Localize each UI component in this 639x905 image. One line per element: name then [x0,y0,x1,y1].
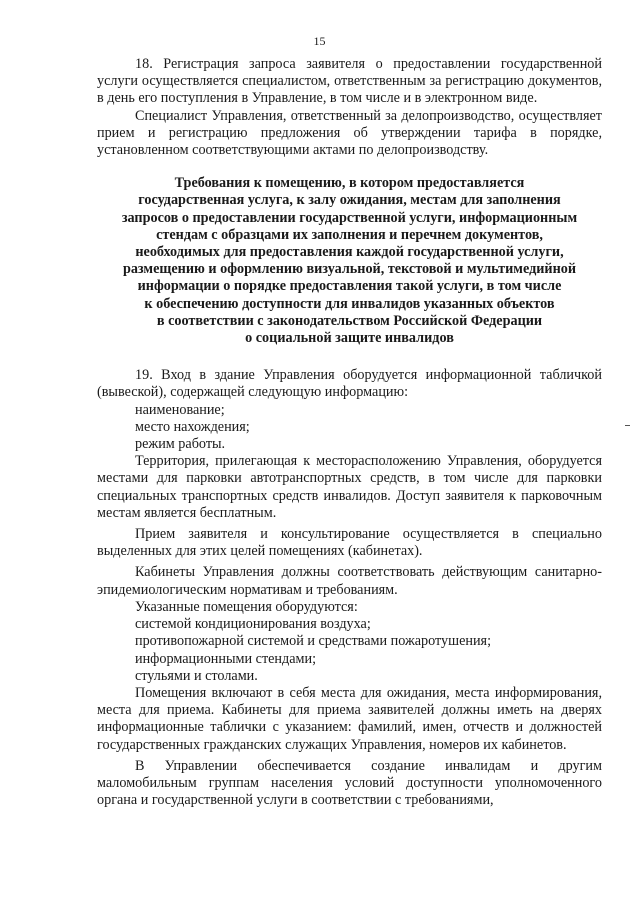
list-item: режим работы. [135,436,226,453]
heading-line: запросов о предоставлении государственной услуги, информационным [121,209,578,226]
paragraph-19: 19. Вход в здание Управления оборудуется информационной табличкой (вывеской), содержащей следующую информацию: [97,367,602,401]
paragraph-rooms: Помещения включают в себя места для ожидания, места информирования, места для приема. Кабинеты для приема заявителей должны иметь на дверях информационные таблички с указанием: фамилий, имен, отчеств и должностей государственных гражданских служащих Управления, номеров их кабинетов. [97,684,602,753]
paragraph-18: 18. Регистрация запроса заявителя о предоставлении государственной услуги осуществляется специалистом, ответственным за регистрацию документов, в день его поступления в Управление, в том числе и в электронном виде. [97,56,602,107]
document-body [97,56,602,809]
scan-mark [625,425,630,426]
paragraph-cabinets: Кабинеты Управления должны соответствовать действующим санитарно-эпидемиологическим нормативам и требованиям. [97,564,602,598]
paragraph-territory: Территория, прилегающая к месторасположению Управления, оборудуется местами для парковки автотранспортных средств, в том числе для парковки специальных транспортных средств инвалидов. Доступ заявителя к парковочным местам является бесплатным. [97,453,602,521]
paragraph-accessibility: В Управлении обеспечивается создание инвалидам и другим маломобильным группам населения условий доступности уполномоченного органа и государственной услуги в соответствии с требованиями, [97,757,602,809]
list-item: информационными стендами; [135,650,317,667]
list-item: наименование; [135,401,225,418]
heading-line: о социальной защите инвалидов [245,330,454,347]
heading-line: в соответствии с законодательством Российской Федерации [156,312,543,329]
heading-line: информации о порядке предоставления такой услуги, в том числе [137,278,562,295]
list-item: системой кондиционирования воздуха; [135,616,371,633]
paragraph-reception: Прием заявителя и консультирование осуществляется в специально выделенных для этих целей помещениях (кабинетах). [97,526,602,560]
heading-line: Требования к помещению, в котором предоставляется [174,175,525,192]
list-item: стульями и столами. [135,667,258,684]
section-heading [97,175,602,347]
heading-line: к обеспечению доступности для инвалидов указанных объектов [144,295,555,312]
page-number: 15 [313,34,326,48]
heading-line: стендам с образцами их заполнения и перечнем документов, [156,226,543,243]
heading-line: государственная услуга, к залу ожидания, местам для заполнения [138,192,561,209]
heading-line: размещению и оформлению визуальной, текстовой и мультимедийной [122,261,577,278]
paragraph-equipped-intro: Указанные помещения оборудуются: [135,598,358,615]
heading-line: необходимых для предоставления каждой государственной услуги, [135,244,564,261]
list-item: противопожарной системой и средствами пожаротушения; [135,633,492,650]
list-item: место нахождения; [135,418,250,435]
paragraph-specialist: Специалист Управления, ответственный за делопроизводство, осуществляет прием и регистрацию предложения об утверждении тарифа в порядке, установленном соответствующими актами по делопроизводству. [97,107,602,159]
